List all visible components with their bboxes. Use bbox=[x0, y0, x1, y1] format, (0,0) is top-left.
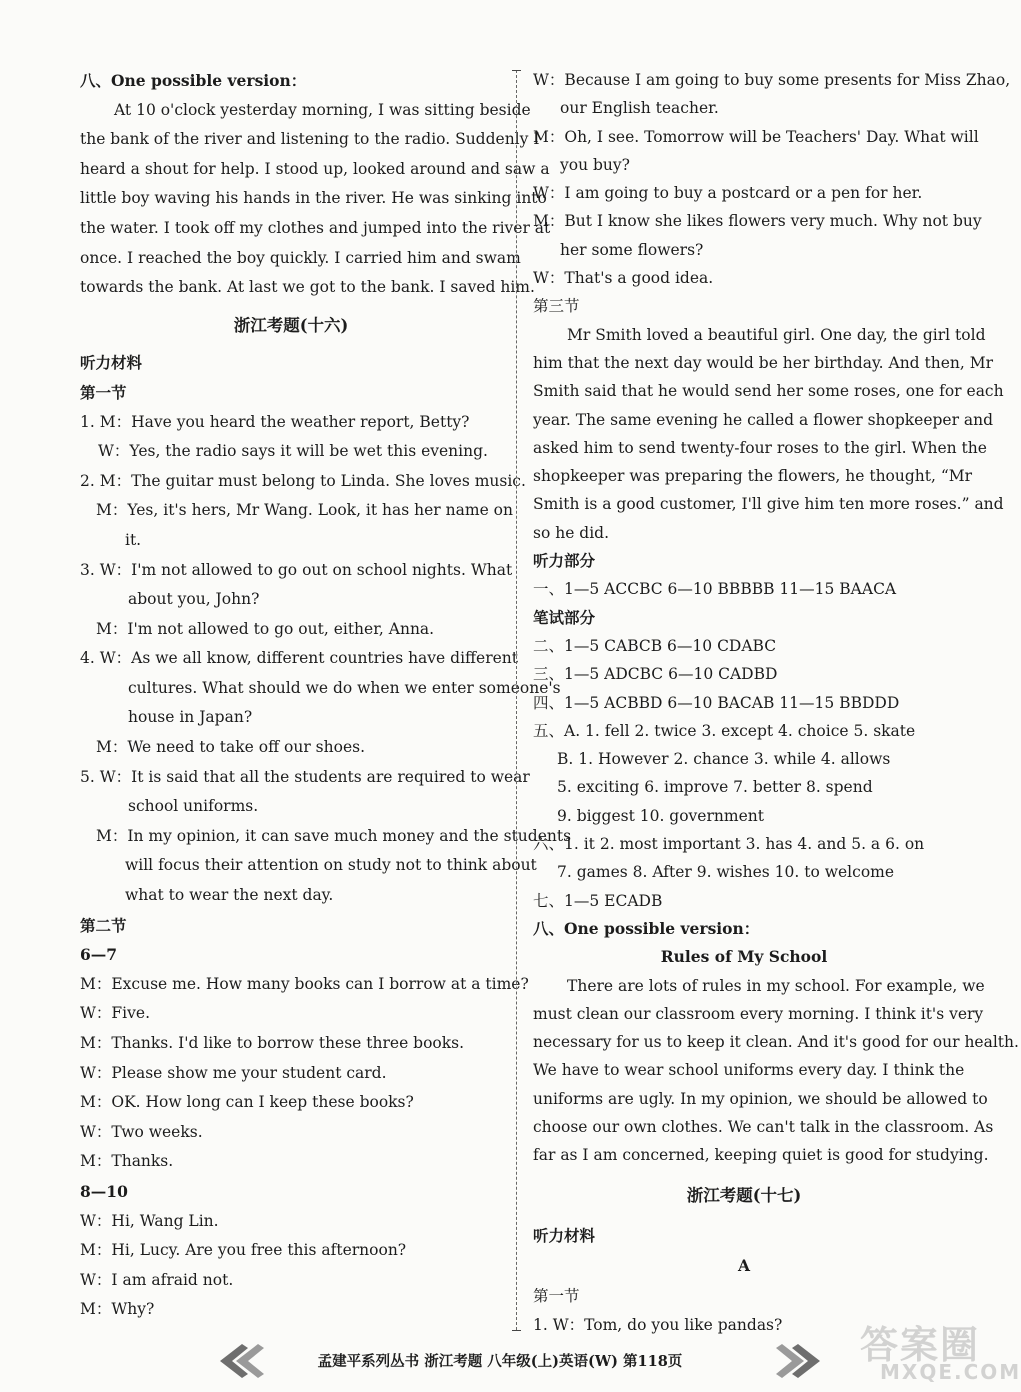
text-line: 五、A. 1. fell 2. twice 3. except 4. choice 5. skate bbox=[533, 721, 916, 740]
text-line: M：Yes, it's hers, Mr Wang. Look, it has her name on bbox=[96, 501, 513, 520]
text-line: M：But I know she likes flowers very much. Why not buy bbox=[533, 212, 982, 231]
text-line: must clean our classroom every morning. I think it's very bbox=[533, 1004, 984, 1023]
text-line: 浙江考题(十七) bbox=[686, 1185, 802, 1205]
text-line: W：Hi, Wang Lin. bbox=[80, 1211, 219, 1230]
watermark-text: 答案圈 bbox=[860, 1323, 981, 1367]
column-divider bbox=[516, 70, 517, 1330]
text-line: W：Please show me your student card. bbox=[80, 1063, 387, 1082]
text-line: 四、1—5 ACBBD 6—10 BACAB 11—15 BBDDD bbox=[533, 693, 900, 712]
text-line: year. The same evening he called a flower shopkeeper and bbox=[533, 410, 994, 429]
text-line: 一、1—5 ACCBC 6—10 BBBBB 11—15 BAACA bbox=[533, 580, 897, 599]
text-line: will focus their attention on study not to think about bbox=[125, 856, 537, 875]
text-line: W：Five. bbox=[80, 1004, 150, 1023]
text-line: M：We need to take off our shoes. bbox=[96, 738, 366, 757]
text-line: 三、1—5 ADCBC 6—10 CADBD bbox=[533, 665, 778, 684]
text-line: 第一节 bbox=[533, 1287, 580, 1306]
text-line: M：I'm not allowed to go out, either, Anna. bbox=[96, 619, 435, 638]
text-line: M：In my opinion, it can save much money and the students bbox=[96, 826, 572, 845]
text-line: 6—7 bbox=[80, 945, 118, 965]
text-line: Rules of My School bbox=[660, 947, 828, 967]
text-line: towards the bank. At last we got to the bank. I saved him. bbox=[80, 278, 535, 297]
text-line: 4. W：As we all know, different countries have different bbox=[80, 649, 519, 668]
text-line: 1. M：Have you heard the weather report, Betty? bbox=[80, 412, 470, 431]
text-line: 第一节 bbox=[80, 382, 127, 402]
text-line: far as I am concerned, keeping quiet is good for studying. bbox=[533, 1146, 989, 1165]
text-line: 5. exciting 6. improve 7. better 8. spend bbox=[557, 778, 873, 797]
text-line: 七、1—5 ECADB bbox=[533, 891, 663, 910]
text-line: W：Two weeks. bbox=[80, 1122, 203, 1141]
watermark-logo bbox=[842, 1314, 1021, 1386]
text-line: necessary for us to keep it clean. And it's good for our health. bbox=[533, 1033, 1019, 1052]
text-line: 笔试部分 bbox=[533, 607, 596, 627]
right-column bbox=[533, 66, 1019, 1339]
text-line: heard a shout for help. I stood up, looked around and saw a bbox=[80, 159, 550, 178]
text-line: her some flowers? bbox=[560, 240, 704, 259]
text-line: 八、One possible version： bbox=[533, 918, 760, 938]
text-line: uniforms are ugly. In my opinion, we should be allowed to bbox=[533, 1089, 988, 1108]
text-line: 5. W：It is said that all the students are required to wear bbox=[80, 767, 530, 786]
text-line: so he did. bbox=[533, 523, 610, 542]
text-line: M：Why? bbox=[80, 1300, 155, 1319]
text-line: the water. I took off my clothes and jumped into the river at bbox=[80, 218, 551, 237]
text-line: Smith said that he would send her some roses, one for each bbox=[533, 382, 1004, 401]
text-line: Smith is a good customer, I'll give him ten more roses.” and bbox=[533, 495, 1004, 514]
text-line: 八、One possible version： bbox=[80, 71, 307, 90]
text-line: 二、1—5 CABCB 6—10 CDABC bbox=[533, 636, 777, 655]
text-line: Mr Smith loved a beautiful girl. One day, the girl told bbox=[567, 325, 986, 344]
text-line: 听力材料 bbox=[80, 353, 143, 373]
text-line: M：Oh, I see. Tomorrow will be Teachers' Day. What will bbox=[533, 127, 979, 146]
text-line: the bank of the river and listening to the radio. Suddenly I bbox=[80, 130, 540, 149]
text-line: 六、1. it 2. most important 3. has 4. and 5. a 6. on bbox=[533, 835, 925, 854]
text-line: you buy? bbox=[560, 155, 630, 174]
text-line: asked him to send twenty-four roses to the girl. When the bbox=[533, 438, 987, 457]
text-line: little boy waving his hands in the river. He was sinking into bbox=[80, 189, 547, 208]
text-line: M：OK. How long can I keep these books? bbox=[80, 1093, 414, 1112]
text-line: W：Yes, the radio says it will be wet this evening. bbox=[98, 442, 488, 461]
text-line: 7. games 8. After 9. wishes 10. to welcome bbox=[557, 863, 895, 882]
right-chevron-icon bbox=[772, 1340, 828, 1382]
text-line: There are lots of rules in my school. For example, we bbox=[567, 976, 985, 995]
text-line: shopkeeper was preparing the flowers, he thought, “Mr bbox=[533, 467, 973, 486]
text-line: W：That's a good idea. bbox=[533, 269, 714, 288]
text-line: W：I am going to buy a postcard or a pen for her. bbox=[533, 184, 923, 203]
text-line: choose our own clothes. We can't talk in the classroom. As bbox=[533, 1117, 994, 1136]
text-line: W：Because I am going to buy some presents for Miss Zhao, bbox=[533, 71, 1011, 89]
text-line: school uniforms. bbox=[128, 797, 259, 816]
text-line: M：Thanks. bbox=[80, 1152, 174, 1171]
text-line: it. bbox=[125, 530, 142, 549]
text-line: M：Thanks. I'd like to borrow these three books. bbox=[80, 1034, 465, 1052]
text-line: 9. biggest 10. government bbox=[557, 806, 764, 825]
text-line: A bbox=[737, 1256, 751, 1276]
divider-tick bbox=[512, 70, 521, 71]
text-line: our English teacher. bbox=[560, 99, 719, 118]
text-line: house in Japan? bbox=[128, 708, 253, 727]
text-line: 8—10 bbox=[80, 1181, 128, 1201]
text-line: 第二节 bbox=[80, 915, 127, 935]
text-line: We have to wear school uniforms every day. I think the bbox=[533, 1061, 965, 1080]
text-line: M：Hi, Lucy. Are you free this afternoon? bbox=[80, 1241, 407, 1260]
text-line: him that the next day would be her birthday. And then, Mr bbox=[533, 353, 994, 372]
text-line: once. I reached the boy quickly. I carried him and swam bbox=[80, 248, 521, 267]
text-line: 听力部分 bbox=[533, 551, 596, 571]
divider-tick bbox=[512, 1330, 521, 1331]
text-line: 2. M：The guitar must belong to Linda. She loves music. bbox=[80, 471, 526, 490]
text-line: B. 1. However 2. chance 3. while 4. allows bbox=[557, 750, 891, 769]
text-line: At 10 o'clock yesterday morning, I was sitting beside bbox=[114, 100, 531, 119]
page-footer: 孟建平系列丛书 浙江考题 八年级(上)英语(W) 第118页 bbox=[317, 1353, 683, 1370]
text-line: about you, John? bbox=[128, 590, 260, 609]
text-line: cultures. What should we do when we enter someone's bbox=[128, 678, 561, 697]
text-line: what to wear the next day. bbox=[125, 886, 334, 905]
text-line: 3. W：I'm not allowed to go out on school nights. What bbox=[80, 560, 513, 579]
text-line: W：I am afraid not. bbox=[80, 1270, 234, 1289]
text-line: 第三节 bbox=[533, 297, 580, 316]
text-line: 1. W：Tom, do you like pandas? bbox=[533, 1315, 783, 1334]
text-line: 浙江考题(十六) bbox=[233, 315, 349, 335]
text-line: 听力材料 bbox=[533, 1225, 596, 1245]
watermark-url: MXQE.COM bbox=[880, 1360, 1021, 1384]
text-line: M：Excuse me. How many books can I borrow at a time? bbox=[80, 974, 529, 993]
